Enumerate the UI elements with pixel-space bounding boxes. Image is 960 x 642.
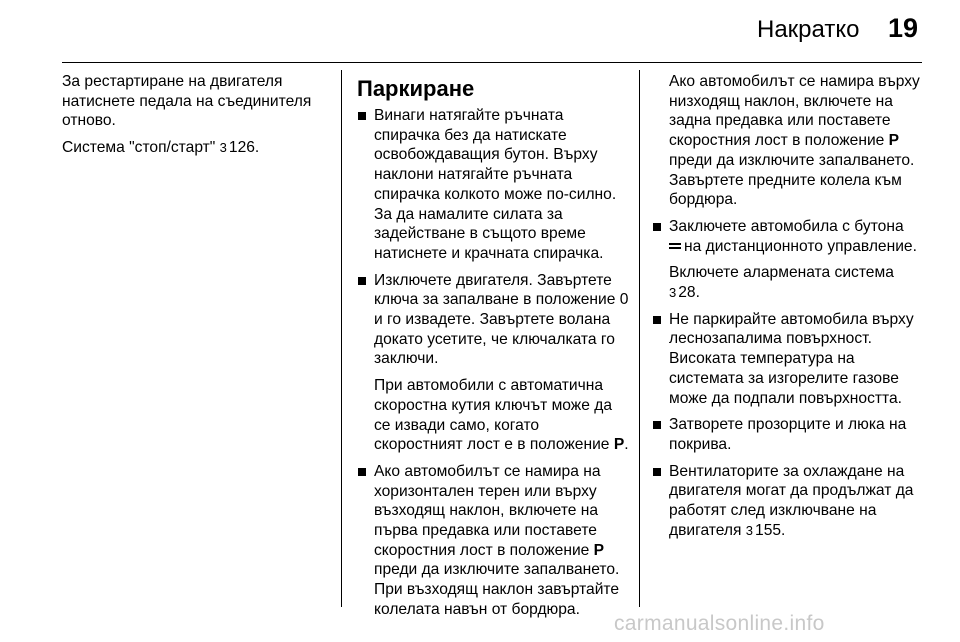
subtext-body: Включете алармената система xyxy=(669,264,894,282)
header-divider xyxy=(62,62,922,63)
bullet-icon xyxy=(653,223,661,231)
paragraph-restart: За рестартиране на двигателя натиснете педала на съединителя отново. xyxy=(62,73,312,130)
page-title: Накратко xyxy=(757,16,860,43)
bullet-icon xyxy=(358,277,366,285)
column-divider-1 xyxy=(341,70,342,607)
gear-position-p: P xyxy=(613,436,625,454)
list-item xyxy=(357,271,629,455)
ref-text: Система "стоп/старт" xyxy=(62,139,216,157)
page-reference-icon: 3 xyxy=(745,522,754,538)
list-item-text: Затворете прозорците и люка на покрива. xyxy=(669,416,907,453)
paragraph-downhill xyxy=(652,72,920,210)
page-header xyxy=(0,0,960,62)
item-body: Ако автомобилът се намира на хоризонтален терен или върху възходящ наклон, включете на първа предавка или поставете скоростния лост в положение xyxy=(374,462,601,559)
gear-position-p: P xyxy=(888,132,900,150)
list-item-text: Изключете двигателя. Завъртете ключа за запалване в положение 0 и го извадете. Завъртете волана докато усетите, че ключалката го заключи. xyxy=(374,271,629,368)
ref-page: 155. xyxy=(755,521,786,539)
list-item xyxy=(652,462,920,541)
list-item-text: Винаги натягайте ръчната спирачка без да натискате освобождаващия бутон. Върху наклони натягайте ръчната спирачка колкото може по-силно. За да намалите силата за задействане в същото време натиснете и крачната спирачка. xyxy=(374,107,617,262)
item-body: Вентилаторите за охлаждане на двигателя могат да продължат да работят след изключване на двигателя xyxy=(669,462,914,539)
page-reference-icon: 3 xyxy=(219,140,227,156)
watermark: carmanualsonline.info xyxy=(614,612,825,635)
bullet-icon xyxy=(358,468,366,476)
column-1 xyxy=(62,72,332,165)
bullet-icon xyxy=(653,421,661,429)
page-number: 19 xyxy=(888,13,919,43)
list-item-subtext xyxy=(669,263,920,302)
list-item xyxy=(357,106,629,264)
page-reference-icon: 3 xyxy=(669,285,677,301)
ref-page: 28. xyxy=(678,284,700,302)
list-item-text xyxy=(669,217,920,256)
column-divider-2 xyxy=(639,70,640,607)
paragraph-stop-start-ref xyxy=(62,138,332,158)
paragraph-body: Ако автомобилът се намира върху низходящ наклон, включете на задна предавка или поставете скоростния лост в положение xyxy=(669,73,920,150)
list-item xyxy=(652,217,920,303)
list-item-text: Не паркирайте автомобила върху леснозапалима повърхност. Високата температура на системата за изгорелите газове може да подпали повърхността. xyxy=(669,310,914,407)
list-item-text xyxy=(669,462,920,541)
lock-button-icon xyxy=(669,242,681,251)
bullet-icon xyxy=(358,112,366,120)
column-3 xyxy=(652,72,920,547)
subtext-end: . xyxy=(624,436,629,454)
list-item xyxy=(652,415,920,454)
section-title: Паркиране xyxy=(357,76,475,101)
list-item-subtext xyxy=(374,376,629,455)
gear-position-p: P xyxy=(593,541,605,559)
list-item xyxy=(652,310,920,409)
item-body: Заключете автомобила с бутона xyxy=(669,217,904,235)
bullet-icon xyxy=(653,316,661,324)
list-item xyxy=(357,462,629,620)
list-item-text xyxy=(374,462,629,620)
item-body-end: преди да изключите запалването. При възходящ наклон завъртайте колелата навън от бордюра. xyxy=(374,561,620,618)
subtext-body: При автомобили с автоматична скоростна кутия ключът може да се извади само, когато скоростният лост е в положение xyxy=(374,377,613,454)
ref-page: 126. xyxy=(228,139,260,157)
column-2 xyxy=(357,76,629,627)
bullet-icon xyxy=(653,468,661,476)
item-body-end: на дистанционното управление. xyxy=(684,237,917,255)
paragraph-end: преди да изключите запалването. Завъртете предните колела към бордюра. xyxy=(669,151,915,209)
